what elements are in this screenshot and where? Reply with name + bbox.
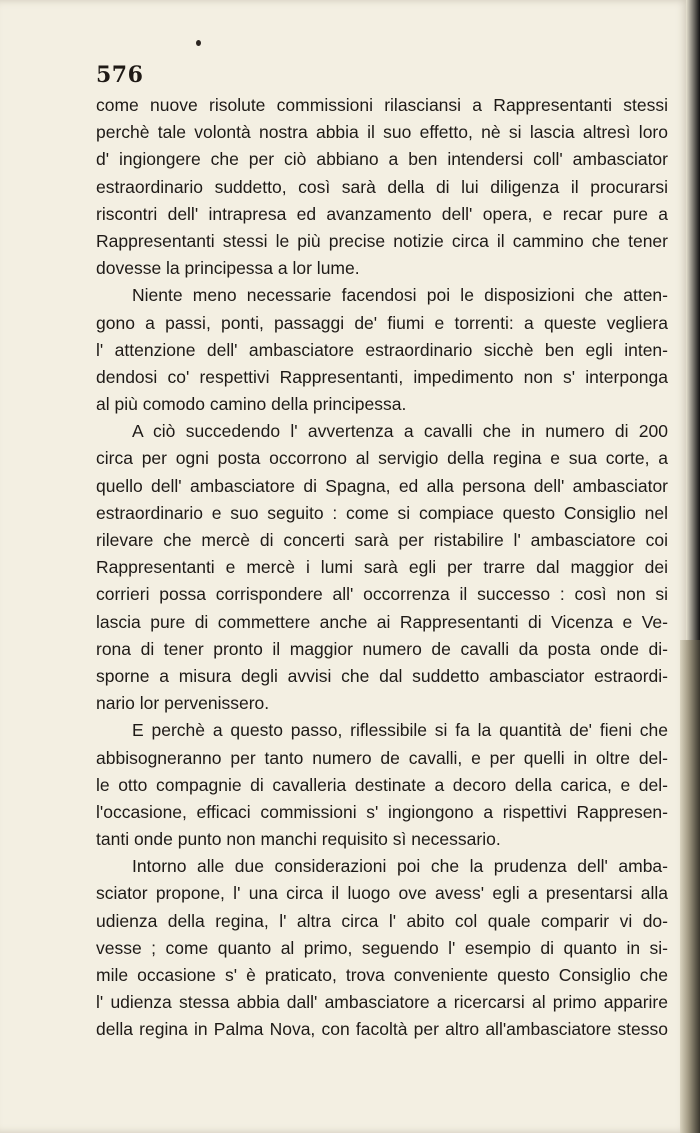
paragraph-2 [96,282,668,418]
text-line: sciator propone, l' una circa il luogo ove avess' egli a presentarsi alla [96,883,668,904]
text-line: Niente meno necessarie facendosi poi le disposizioni che atten- [132,285,668,306]
paragraph-1 [96,92,668,282]
text-line: vesse ; come quanto al primo, seguendo l' esempio di quanto in si- [96,937,668,958]
text-line: dovesse la principessa a lor lume. [96,258,360,279]
text-line: al più comodo camino della principessa. [96,394,407,415]
text-line: E perchè a questo passo, riflessibile si fa la quantità de' fieni che [132,720,668,741]
paragraph-4 [96,717,668,853]
text-line: l'occasione, efficaci commissioni s' ingiongono a rispettivi Rappresen- [96,801,668,822]
text-line: riscontri dell' intrapresa ed avanzamento dell' opera, e recar pure a [96,203,668,224]
text-line: lascia pure di commettere anche ai Rappresentanti di Vicenza e Ve- [96,611,668,632]
text-line: della regina in Palma Nova, con facoltà per altro all'ambasciatore stesso [96,1019,668,1040]
text-line: perchè tale volontà nostra abbia il suo effetto, nè si lascia altresì loro [96,122,668,143]
text-line: nario lor pervenissero. [96,693,270,714]
text-line: quello dell' ambasciatore di Spagna, ed alla persona dell' ambasciator [96,475,668,496]
text-line: estraordinario e suo seguito : come si compiace questo Consiglio nel [96,502,668,523]
text-line: corrieri possa corrispondere all' occorrenza il successo : così non si [96,584,668,605]
text-line: sporne a misura degli avvisi che dal suddetto ambasciator estraordi- [96,665,668,686]
text-line: rona di tener pronto il maggior numero de cavalli da posta onde di- [96,638,668,659]
text-line: rilevare che mercè di concerti sarà per ristabilire l' ambasciatore coi [96,530,668,550]
text-line: mile occasione s' è praticato, trova conveniente questo Consiglio che [96,965,668,985]
text-line: l' udienza stessa abbia dall' ambasciatore a ricercarsi al primo apparire [96,992,668,1013]
text-line: Intorno alle due considerazioni poi che la prudenza dell' amba- [132,856,668,877]
text-line: Rappresentanti stessi le più precise notizie circa il cammino che tener [96,230,668,251]
text-line: abbisogneranno per tanto numero de cavalli, e per quelli in oltre del- [96,747,668,768]
text-line: d' ingiongere che per ciò abbiano a ben intendersi coll' ambasciator [96,149,668,170]
text-line: circa per ogni posta occorrono al servigio della regina e sua corte, a [96,448,668,469]
text-line: udienza della regina, l' altra circa l' abito col quale comparir vi do- [96,910,668,931]
text-line: come nuove risolute commissioni rilasciansi a Rappresentanti stessi [96,95,668,115]
text-line: Rappresentanti e mercè i lumi sarà egli per trarre dal maggior dei [96,557,668,578]
text-line: l' attenzione dell' ambasciatore estraordinario sicchè ben egli inten- [96,339,668,360]
paragraph-3 [96,418,668,717]
paragraph-5 [96,853,668,1043]
page-edge-shadow [686,0,700,640]
text-line: dendosi co' respettivi Rappresentanti, impedimento non s' interponga [96,366,668,387]
page-edge-shadow [680,640,700,1133]
page-number: 576 [96,62,144,88]
body-text [96,92,668,1044]
text-line: le otto compagnie di cavalleria destinate a decoro della carica, e del- [96,774,668,795]
text-line: A ciò succedendo l' avvertenza a cavalli che in numero di 200 [132,421,668,442]
text-line: gono a passi, ponti, passaggi de' fiumi e torrenti: a queste vegliera [96,312,668,333]
text-line: estraordinario suddetto, così sarà della di lui diligenza il procurarsi [96,176,668,197]
ink-dot-mark [196,40,201,46]
text-line: tanti onde punto non manchi requisito sì necessario. [96,829,501,850]
